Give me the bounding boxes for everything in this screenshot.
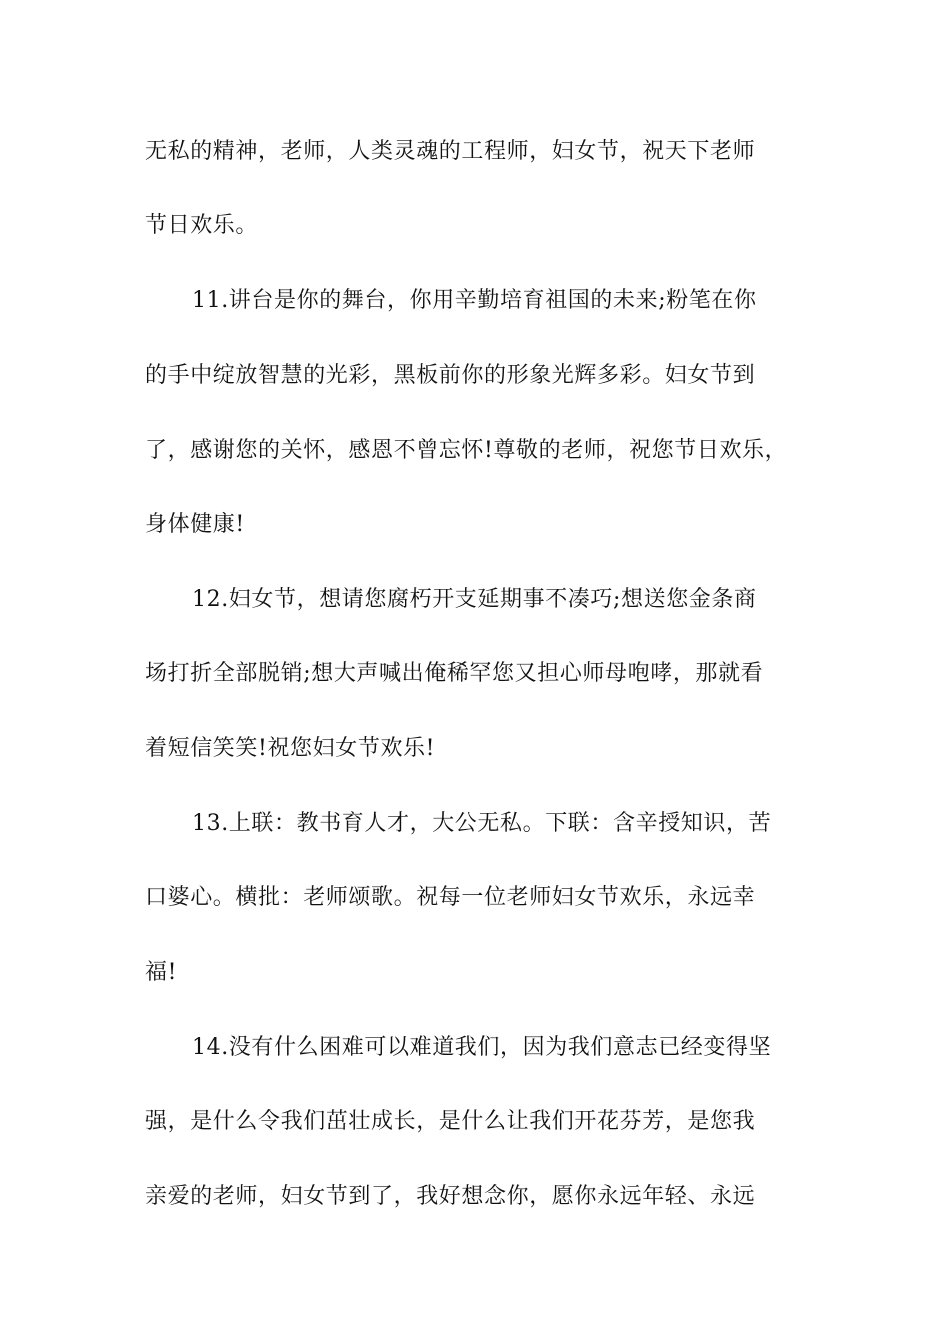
text-line: 无私的精神，老师，人类灵魂的工程师，妇女节，祝天下老师 [145,139,756,164]
text-line: 强，是什么令我们茁壮成长，是什么让我们开花芬芳，是您我 [145,1109,756,1134]
paragraph-14-start: 14.没有什么困难可以难道我们，因为我们意志已经变得坚 [192,1035,772,1060]
text-line: 身体健康! [145,512,245,537]
text-line: 的手中绽放智慧的光彩，黑板前你的形象光辉多彩。妇女节到 [145,363,756,388]
paragraph-12-start: 12.妇女节，想请您腐朽开支延期事不凑巧;想送您金条商 [192,587,757,612]
text-line: 福! [145,960,178,985]
text-line: 场打折全部脱销;想大声喊出俺稀罕您又担心师母咆哮，那就看 [145,661,764,686]
paragraph-11-start: 11.讲台是你的舞台，你用辛勤培育祖国的未来;粉笔在你 [192,288,757,313]
text-line: 口婆心。横批：老师颂歌。祝每一位老师妇女节欢乐，永远幸 [145,885,756,910]
text-line: 着短信笑笑!祝您妇女节欢乐! [145,736,436,761]
text-line: 亲爱的老师，妇女节到了，我好想念你，愿你永远年轻、永远 [145,1184,756,1209]
paragraph-13-start: 13.上联：教书育人才，大公无私。下联：含辛授知识，苦 [192,811,772,836]
text-line: 了，感谢您的关怀，感恩不曾忘怀!尊敬的老师，祝您节日欢乐， [145,438,788,463]
text-line: 节日欢乐。 [145,213,259,238]
